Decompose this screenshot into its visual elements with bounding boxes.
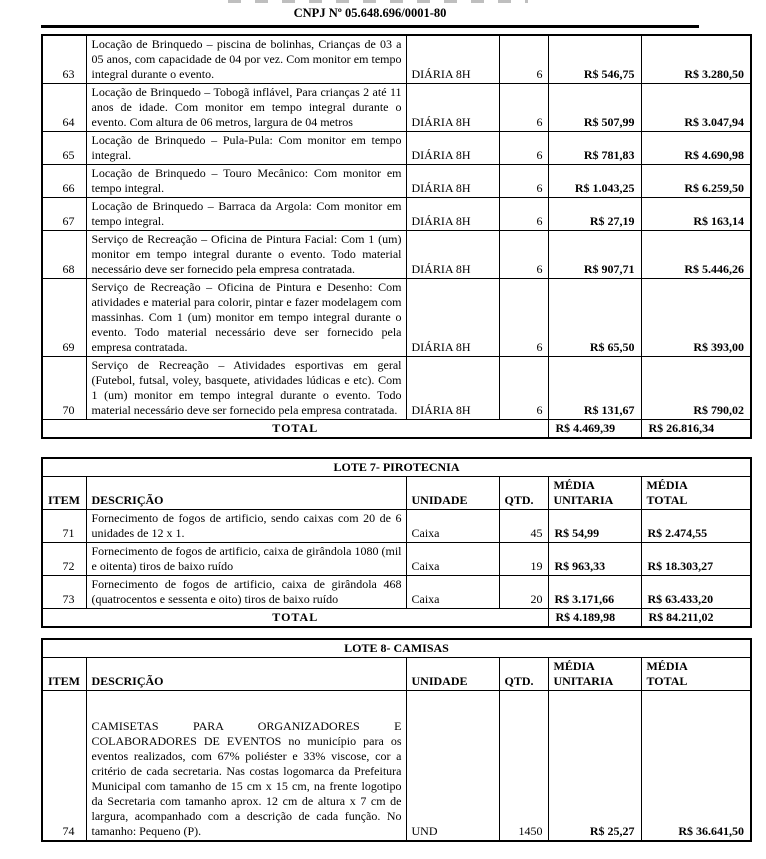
total-row xyxy=(42,420,751,439)
item-qty: 45 xyxy=(499,510,548,543)
total-total-price: R$ 84.211,02 xyxy=(641,609,751,628)
total-unit-price: R$ 4.189,98 xyxy=(548,609,641,628)
item-unit: DIÁRIA 8H xyxy=(406,132,499,165)
item-unit-price: R$ 65,50 xyxy=(548,279,641,357)
table-row xyxy=(42,231,751,279)
table-row xyxy=(42,84,751,132)
lot6-continuation-table xyxy=(41,34,752,439)
item-total-price: R$ 3.280,50 xyxy=(641,35,751,84)
item-description: Locação de Brinquedo – Touro Mecânico: Com monitor em tempo integral. xyxy=(86,165,406,198)
item-unit-price: R$ 54,99 xyxy=(548,510,641,543)
col-header-item: ITEM xyxy=(42,658,86,691)
item-unit: Caixa xyxy=(406,543,499,576)
item-total-price: R$ 3.047,94 xyxy=(641,84,751,132)
item-unit: Caixa xyxy=(406,510,499,543)
item-total-price: R$ 36.641,50 xyxy=(641,691,751,841)
item-unit: DIÁRIA 8H xyxy=(406,198,499,231)
item-number: 64 xyxy=(42,84,86,132)
lote8-table xyxy=(41,638,752,842)
item-total-price: R$ 5.446,26 xyxy=(641,231,751,279)
item-qty: 19 xyxy=(499,543,548,576)
item-number: 65 xyxy=(42,132,86,165)
col-header-desc: DESCRIÇÃO xyxy=(86,658,406,691)
item-unit: DIÁRIA 8H xyxy=(406,35,499,84)
item-unit: DIÁRIA 8H xyxy=(406,231,499,279)
item-number: 63 xyxy=(42,35,86,84)
total-label: TOTAL xyxy=(42,609,548,628)
item-unit-price: R$ 963,33 xyxy=(548,543,641,576)
table-row xyxy=(42,543,751,576)
item-number: 70 xyxy=(42,357,86,420)
col-header-qty: QTD. xyxy=(499,658,548,691)
item-unit-price: R$ 25,27 xyxy=(548,691,641,841)
item-unit-price: R$ 131,67 xyxy=(548,357,641,420)
item-number: 72 xyxy=(42,543,86,576)
header-row xyxy=(42,477,751,510)
item-description: CAMISETAS PARA ORGANIZADORES E COLABORADORES DE EVENTOS no município para os eventos realizados, com 67% poliéster e 33% viscose, cor a critério de cada secretaria. Nas costas logomarca da Prefeitura Municipal com tamanho de 15 cm x 15 cm, na frente logotipo da Secretaria com tamanho aprox. 12 cm de altura x 7 cm de largura, acompanhado com a descrição de cada função. No tamanho: Pequeno (P). xyxy=(86,691,406,841)
item-number: 66 xyxy=(42,165,86,198)
item-qty: 6 xyxy=(499,35,548,84)
item-total-price: R$ 163,14 xyxy=(641,198,751,231)
item-qty: 6 xyxy=(499,198,548,231)
total-label: TOTAL xyxy=(42,420,548,439)
item-unit-price: R$ 781,83 xyxy=(548,132,641,165)
table-row xyxy=(42,132,751,165)
col-header-total-price: MÉDIA TOTAL xyxy=(641,658,751,691)
item-total-price: R$ 63.433,20 xyxy=(641,576,751,609)
item-unit: DIÁRIA 8H xyxy=(406,165,499,198)
item-number: 71 xyxy=(42,510,86,543)
item-total-price: R$ 4.690,98 xyxy=(641,132,751,165)
item-unit-price: R$ 907,71 xyxy=(548,231,641,279)
col-header-unit: UNIDADE xyxy=(406,658,499,691)
document-header xyxy=(0,0,766,28)
item-qty: 20 xyxy=(499,576,548,609)
item-unit: DIÁRIA 8H xyxy=(406,357,499,420)
item-description: Fornecimento de fogos de artificio, caixa de girândola 1080 (mil e oitenta) tiros de baixo ruído xyxy=(86,543,406,576)
item-qty: 6 xyxy=(499,231,548,279)
table-row xyxy=(42,35,751,84)
item-qty: 6 xyxy=(499,84,548,132)
lote7-title-row xyxy=(42,458,751,477)
col-header-desc: DESCRIÇÃO xyxy=(86,477,406,510)
lote8-title: LOTE 8- CAMISAS xyxy=(42,639,751,658)
item-unit: UND xyxy=(406,691,499,841)
item-description: Serviço de Recreação – Oficina de Pintura Facial: Com 1 (um) monitor em tempo integral durante o evento. Todo material necessário deve ser fornecido pela empresa contratada. xyxy=(86,231,406,279)
table-row xyxy=(42,198,751,231)
item-unit: DIÁRIA 8H xyxy=(406,84,499,132)
lote7-title: LOTE 7- PIROTECNIA xyxy=(42,458,751,477)
item-total-price: R$ 2.474,55 xyxy=(641,510,751,543)
item-description: Fornecimento de fogos de artificio, caixa de girândola 468 (quatrocentos e sessenta e oito) tiros de baixo ruído xyxy=(86,576,406,609)
item-unit: Caixa xyxy=(406,576,499,609)
table-row xyxy=(42,357,751,420)
item-qty: 6 xyxy=(499,357,548,420)
item-unit: DIÁRIA 8H xyxy=(406,279,499,357)
col-header-qty: QTD. xyxy=(499,477,548,510)
item-unit-price: R$ 1.043,25 xyxy=(548,165,641,198)
item-unit-price: R$ 546,75 xyxy=(548,35,641,84)
item-qty: 1450 xyxy=(499,691,548,841)
col-header-item: ITEM xyxy=(42,477,86,510)
item-qty: 6 xyxy=(499,165,548,198)
item-unit-price: R$ 507,99 xyxy=(548,84,641,132)
item-number: 68 xyxy=(42,231,86,279)
item-description: Locação de Brinquedo – Pula-Pula: Com monitor em tempo integral. xyxy=(86,132,406,165)
table-row xyxy=(42,576,751,609)
item-number: 74 xyxy=(42,691,86,841)
col-header-total-price: MÉDIA TOTAL xyxy=(641,477,751,510)
item-description: Fornecimento de fogos de artificio, sendo caixas com 20 de 6 unidades de 12 x 1. xyxy=(86,510,406,543)
item-description: Serviço de Recreação – Oficina de Pintura e Desenho: Com atividades e material para colorir, pintar e fazer modelagem com massinhas. Com 1 (um) monitor em tempo integral durante o evento. Todo material necessário deve ser fornecido pela empresa contratada. xyxy=(86,279,406,357)
col-header-unit-price: MÉDIA UNITARIA xyxy=(548,658,641,691)
item-description: Serviço de Recreação – Atividades esportivas em geral (Futebol, futsal, voley, basquete, atividades lúdicas e etc). Com 1 (um) monitor em tempo integral durante o evento. Todo material necessário deve ser fornecido pela empresa contratada. xyxy=(86,357,406,420)
item-unit-price: R$ 27,19 xyxy=(548,198,641,231)
col-header-unit-price: MÉDIA UNITARIA xyxy=(548,477,641,510)
item-number: 67 xyxy=(42,198,86,231)
item-description: Locação de Brinquedo – Barraca da Argola: Com monitor em tempo integral. xyxy=(86,198,406,231)
total-unit-price: R$ 4.469,39 xyxy=(548,420,641,439)
item-description: Locação de Brinquedo – Tobogã inflável, Para crianças 2 até 11 anos de idade. Com monitor em tempo integral durante o evento. Com altura de 06 metros, largura de 04 metros xyxy=(86,84,406,132)
item-number: 69 xyxy=(42,279,86,357)
cutoff-text-remnant xyxy=(228,0,528,3)
table-row xyxy=(42,165,751,198)
lote8-title-row xyxy=(42,639,751,658)
item-unit-price: R$ 3.171,66 xyxy=(548,576,641,609)
cnpj-line: CNPJ Nº 05.648.696/0001-80 xyxy=(293,6,447,20)
item-total-price: R$ 393,00 xyxy=(641,279,751,357)
total-row xyxy=(42,609,751,628)
lote7-table xyxy=(41,457,752,628)
item-number: 73 xyxy=(42,576,86,609)
col-header-unit: UNIDADE xyxy=(406,477,499,510)
header-rule xyxy=(41,25,699,28)
item-total-price: R$ 790,02 xyxy=(641,357,751,420)
table-row xyxy=(42,510,751,543)
header-row xyxy=(42,658,751,691)
item-qty: 6 xyxy=(499,132,548,165)
table-row xyxy=(42,691,751,841)
item-description: Locação de Brinquedo – piscina de bolinhas, Crianças de 03 a 05 anos, com capacidade de 04 por vez. Com monitor em tempo integral durante o evento. xyxy=(86,35,406,84)
total-total-price: R$ 26.816,34 xyxy=(641,420,751,439)
item-total-price: R$ 6.259,50 xyxy=(641,165,751,198)
item-qty: 6 xyxy=(499,279,548,357)
item-total-price: R$ 18.303,27 xyxy=(641,543,751,576)
table-row xyxy=(42,279,751,357)
